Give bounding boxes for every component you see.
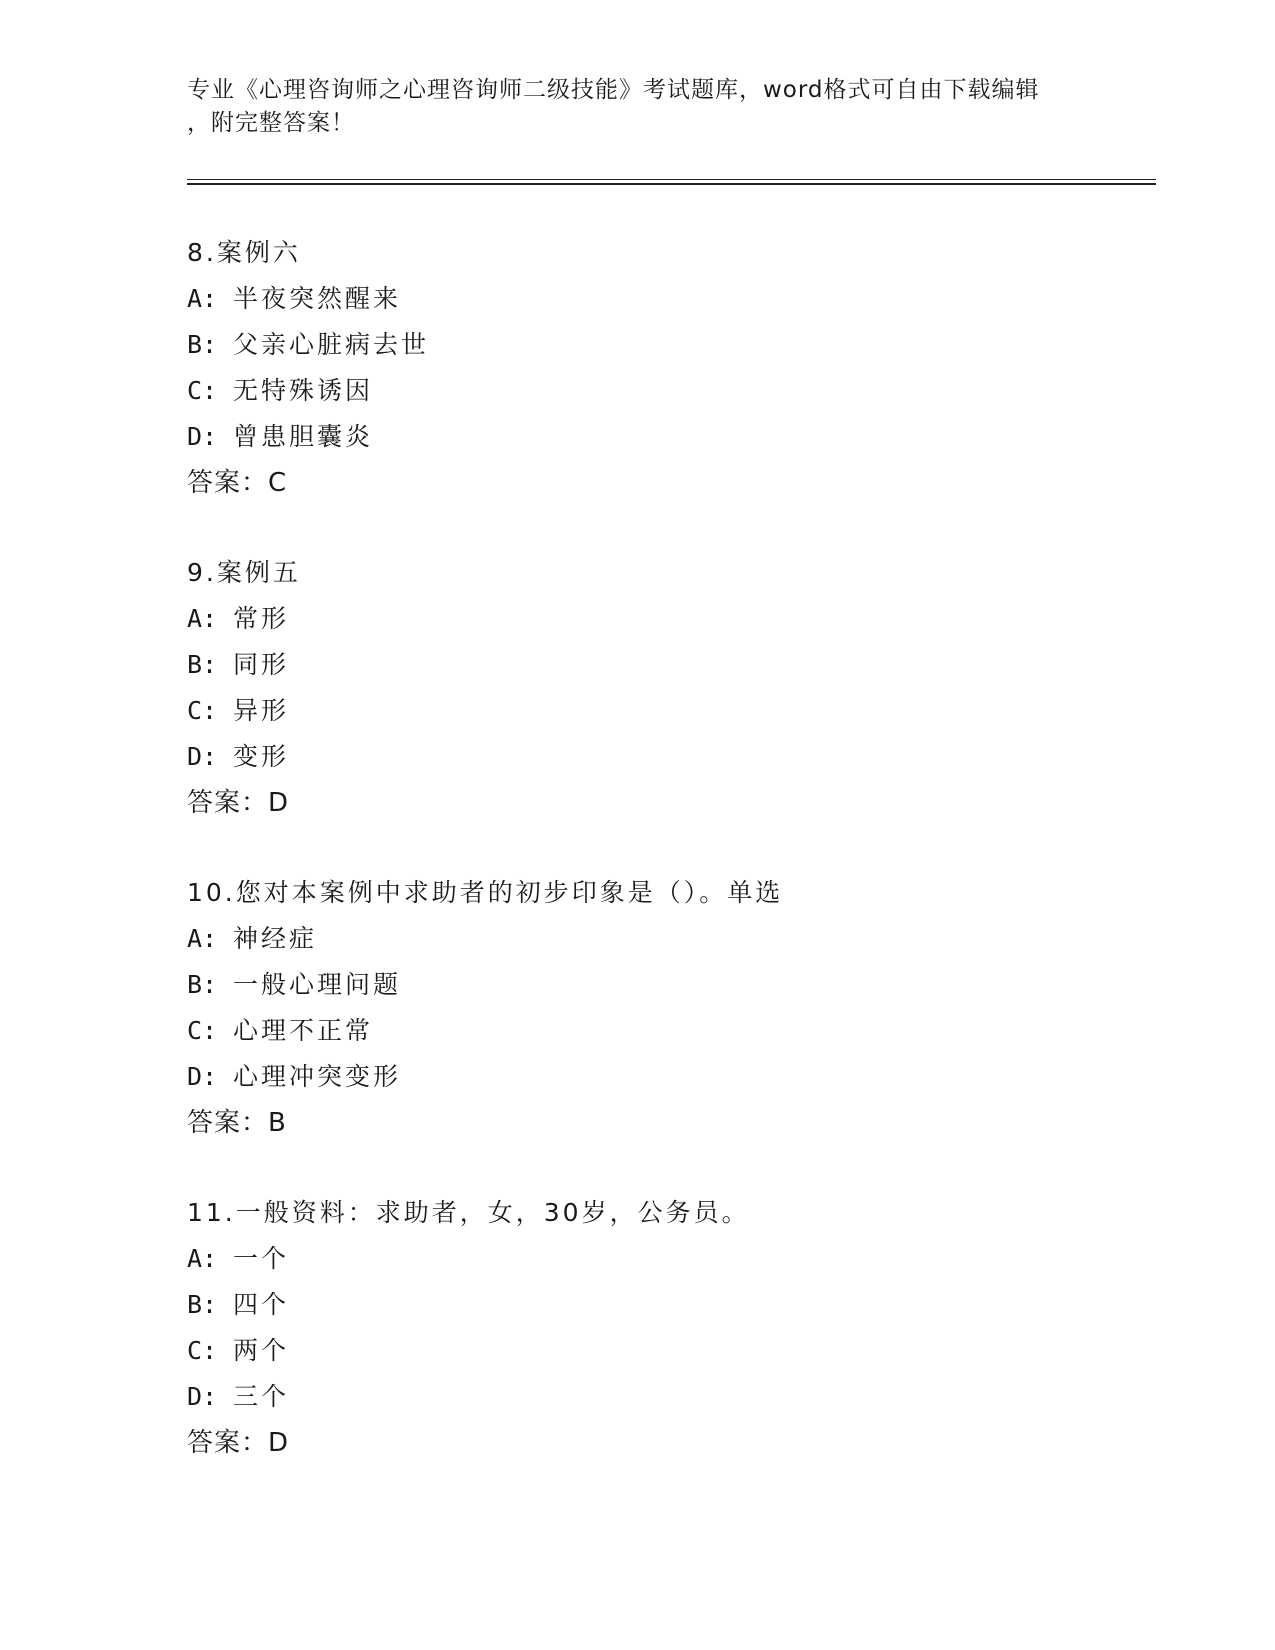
option-text: 三个 — [233, 1382, 290, 1411]
header-divider-thin — [187, 179, 1156, 180]
answer-line — [187, 1420, 1187, 1466]
answer-value: C — [268, 468, 288, 498]
answer-value: D — [268, 788, 290, 818]
option-d — [187, 414, 1187, 460]
option-text: 常形 — [233, 604, 290, 633]
option-d — [187, 734, 1187, 780]
option-b — [187, 1282, 1187, 1328]
option-c — [187, 688, 1187, 734]
answer-line — [187, 460, 1187, 506]
option-text: 一般心理问题 — [233, 970, 402, 999]
option-text: 同形 — [233, 650, 290, 679]
option-text: 两个 — [233, 1336, 290, 1365]
question-title: 9.案例五 — [187, 558, 301, 587]
option-c — [187, 1328, 1187, 1374]
option-d — [187, 1054, 1187, 1100]
option-key: D: — [187, 1062, 218, 1091]
option-key: C: — [187, 1336, 218, 1365]
option-b — [187, 642, 1187, 688]
question-title: 10.您对本案例中求助者的初步印象是（）。单选 — [187, 878, 784, 907]
option-text: 半夜突然醒来 — [233, 284, 402, 313]
option-key: D: — [187, 742, 218, 771]
option-key: C: — [187, 696, 218, 725]
question-title: 8.案例六 — [187, 238, 301, 267]
option-key: A: — [187, 604, 218, 633]
option-key: D: — [187, 422, 218, 451]
header-line-2: ，附完整答案！ — [187, 110, 355, 136]
option-d — [187, 1374, 1187, 1420]
answer-label: 答案： — [187, 1428, 269, 1458]
option-text: 变形 — [233, 742, 290, 771]
option-key: A: — [187, 284, 218, 313]
answer-line — [187, 1100, 1187, 1146]
question-title: 11.一般资料：求助者，女，30岁，公务员。 — [187, 1198, 750, 1227]
option-text: 父亲心脏病去世 — [233, 330, 430, 359]
option-b — [187, 322, 1187, 368]
answer-value: B — [268, 1108, 287, 1138]
option-key: B: — [187, 330, 218, 359]
answer-label: 答案： — [187, 1108, 269, 1138]
option-key: A: — [187, 924, 218, 953]
header-line-1: 专业《心理咨询师之心理咨询师二级技能》考试题库，word格式可自由下载编辑 — [187, 77, 1040, 103]
option-text: 无特殊诱因 — [233, 376, 374, 405]
option-text: 一个 — [233, 1244, 290, 1273]
answer-label: 答案： — [187, 788, 269, 818]
question-11 — [187, 1190, 1187, 1466]
option-b — [187, 962, 1187, 1008]
option-text: 异形 — [233, 696, 290, 725]
answer-value: D — [268, 1428, 290, 1458]
answer-line — [187, 780, 1187, 826]
option-text: 四个 — [233, 1290, 290, 1319]
option-key: C: — [187, 376, 218, 405]
option-key: A: — [187, 1244, 218, 1273]
option-key: D: — [187, 1382, 218, 1411]
question-8 — [187, 230, 1187, 506]
answer-label: 答案： — [187, 468, 269, 498]
option-text: 曾患胆囊炎 — [233, 422, 374, 451]
option-text: 心理不正常 — [233, 1016, 374, 1045]
option-c — [187, 368, 1187, 414]
option-a — [187, 916, 1187, 962]
header-divider-thick — [187, 183, 1156, 185]
option-key: C: — [187, 1016, 218, 1045]
option-c — [187, 1008, 1187, 1054]
option-a — [187, 596, 1187, 642]
option-text: 心理冲突变形 — [233, 1062, 402, 1091]
option-key: B: — [187, 970, 218, 999]
option-key: B: — [187, 1290, 218, 1319]
question-10 — [187, 870, 1187, 1146]
option-a — [187, 1236, 1187, 1282]
option-text: 神经症 — [233, 924, 318, 953]
question-9 — [187, 550, 1187, 826]
document-header — [187, 74, 1087, 140]
option-a — [187, 276, 1187, 322]
option-key: B: — [187, 650, 218, 679]
